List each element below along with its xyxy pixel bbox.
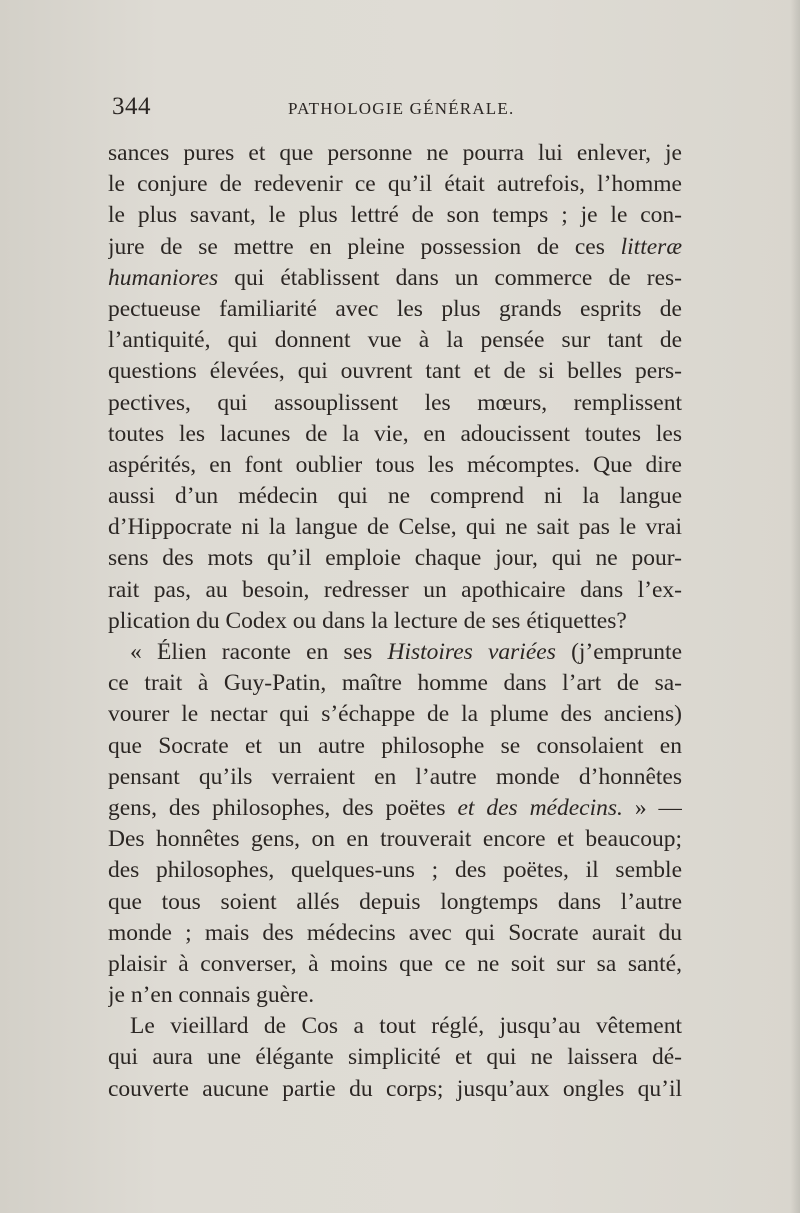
- text-line: sens des mots qu’il emploie chaque jour, qui ne pour-: [108, 545, 682, 572]
- text-line: Des honnêtes gens, on en trouverait encore et beaucoup;: [108, 826, 682, 853]
- text-line: toutes les lacunes de la vie, en adoucissent toutes les: [108, 420, 682, 447]
- italic-quote-phrase: et des médecins.: [457, 794, 623, 821]
- italic-latin-phrase: humaniores: [108, 264, 219, 291]
- text-line: sances pures et que personne ne pourra lui enlever, je: [108, 140, 682, 166]
- text-line: vourer le nectar qui s’échappe de la plume des anciens): [108, 701, 682, 728]
- text-line: pectueuse familiarité avec les plus grands esprits de: [108, 295, 682, 322]
- italic-latin-phrase: litteræ: [620, 233, 682, 260]
- text-line: le plus savant, le plus lettré de son temps ; je le con-: [108, 202, 682, 229]
- text-line: Le vieillard de Cos a tout réglé, jusqu’au vêtement: [130, 1013, 682, 1040]
- text-line: questions élevées, qui ouvrent tant et de si belles pers-: [108, 358, 682, 385]
- text-line: des philosophes, quelques-uns ; des poëtes, il semble: [108, 857, 682, 884]
- page-edge-shadow: [790, 0, 800, 1213]
- text-line: aussi d’un médecin qui ne comprend ni la langue: [108, 483, 682, 510]
- text-line: monde ; mais des médecins avec qui Socrate aurait du: [108, 919, 682, 946]
- text-line: rait pas, au besoin, redresser un apothicaire dans l’ex-: [108, 576, 682, 603]
- italic-book-title: Histoires variées: [387, 639, 556, 665]
- text-line: jure de se mettre en pleine possession de ces litteræ: [108, 233, 682, 260]
- running-head: [112, 93, 682, 127]
- text-line: « Élien raconte en ses Histoires variées (j’emprunte: [130, 639, 682, 665]
- text-line: l’antiquité, qui donnent vue à la pensée sur tant de: [108, 327, 682, 354]
- text-line: humaniores qui établissent dans un commerce de res-: [108, 264, 682, 291]
- page-number: 344: [112, 93, 151, 120]
- text-line: gens, des philosophes, des poëtes et des médecins. » —: [108, 794, 682, 821]
- text-line: ce trait à Guy-Patin, maître homme dans l’art de sa-: [108, 670, 682, 697]
- text-line: aspérités, en font oublier tous les mécomptes. Que dire: [108, 451, 682, 478]
- text-line: pensant qu’ils verraient en l’autre monde d’honnêtes: [108, 763, 682, 790]
- text-line: que tous soient allés depuis longtemps dans l’autre: [108, 888, 682, 915]
- text-line: d’Hippocrate ni la langue de Celse, qui ne sait pas le vrai: [108, 514, 682, 541]
- text-line: pectives, qui assouplissent les mœurs, remplissent: [108, 389, 682, 416]
- text-line: couverte aucune partie du corps; jusqu’aux ongles qu’il: [108, 1075, 682, 1102]
- text-line: je n’en connais guère.: [108, 982, 315, 1009]
- text-line: plication du Codex ou dans la lecture de ses étiquettes?: [108, 607, 627, 634]
- running-title: PATHOLOGIE GÉNÉRALE.: [288, 99, 515, 118]
- text-line: qui aura une élégante simplicité et qui ne laissera dé-: [108, 1044, 682, 1071]
- text-line: que Socrate et un autre philosophe se consolaient en: [108, 732, 682, 759]
- body-text: [108, 138, 682, 1105]
- text-line: plaisir à converser, à moins que ce ne soit sur sa santé,: [108, 950, 682, 977]
- text-line: le conjure de redevenir ce qu’il était autrefois, l’homme: [108, 171, 682, 198]
